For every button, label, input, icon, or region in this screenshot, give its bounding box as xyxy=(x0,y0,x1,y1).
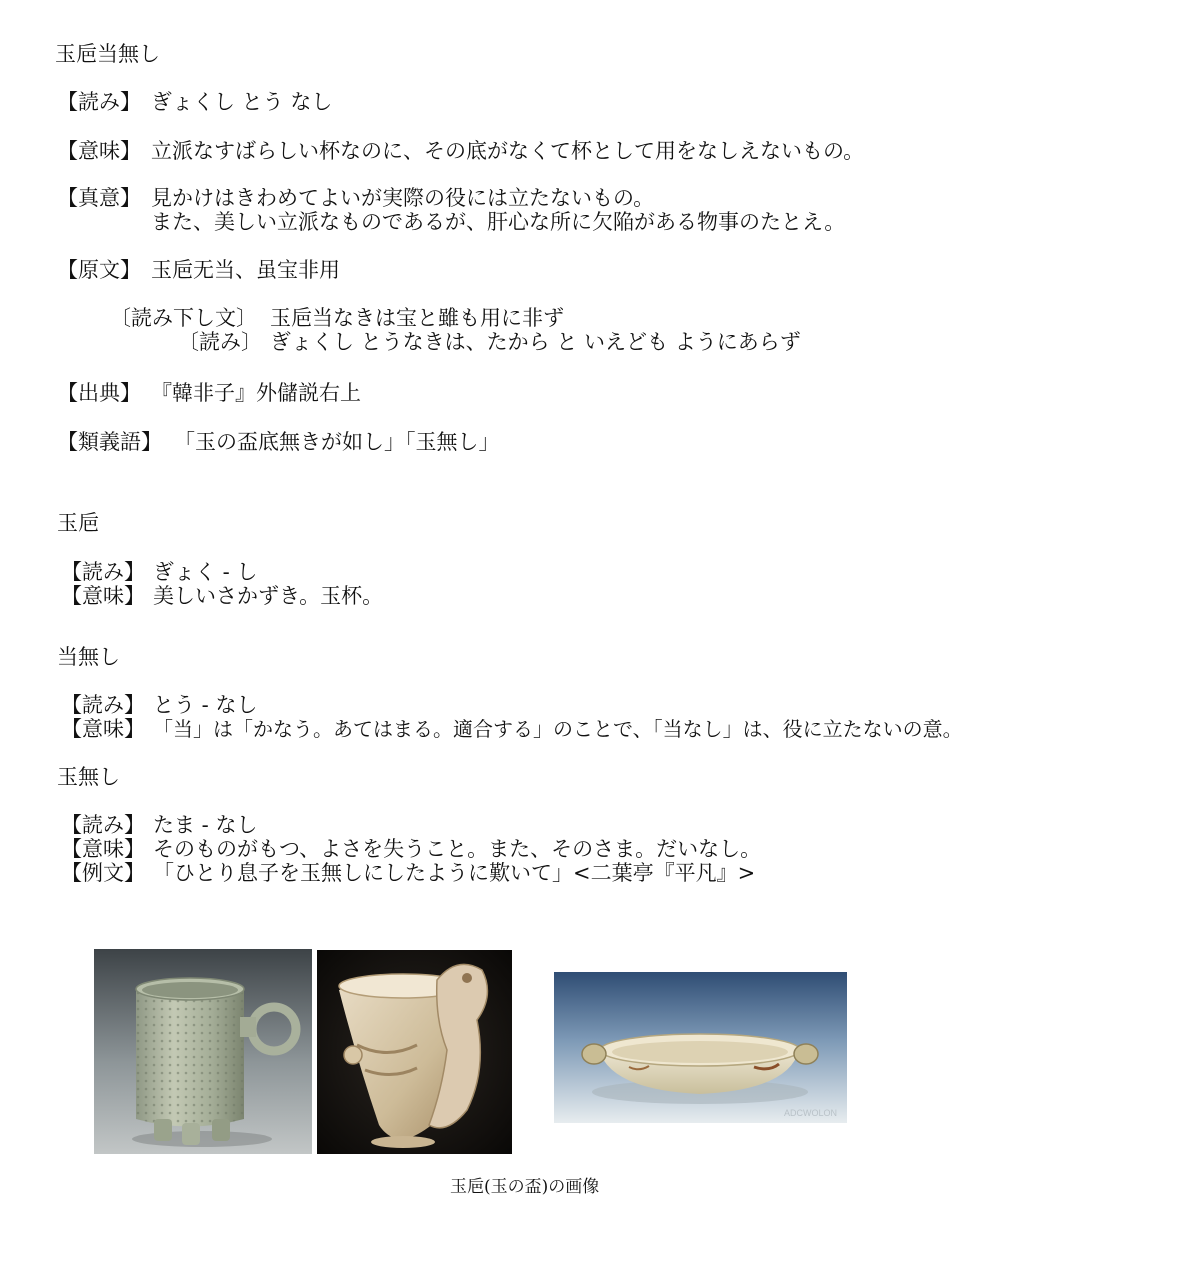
jade-cup-with-handles-photo xyxy=(554,972,847,1123)
image-caption: 玉巵(玉の盃)の画像 xyxy=(450,1177,600,1197)
section-title-tou-nashi: 当無し xyxy=(57,645,120,669)
kudashi-yomi-label: 〔読み〕 xyxy=(178,330,262,354)
ruigigo-text: 「玉の盃底無きが如し」「玉無し」 xyxy=(174,430,500,454)
tama-nashi-imi-label: 【意味】 xyxy=(61,837,145,861)
tou-nashi-imi-text: 「当」は「かなう。あてはまる。適合する」のことで、「当なし」は、役に立たないの意。 xyxy=(153,717,963,741)
shutten-label: 【出典】 xyxy=(57,381,141,405)
tama-nashi-yomi-label: 【読み】 xyxy=(61,813,145,837)
imi-text: 立派なすばらしい杯なのに、その底がなくて杯として用をなしえないもの。 xyxy=(151,139,865,163)
kudashi-text: 玉巵当なきは宝と雖も用に非ず xyxy=(270,306,564,330)
yomi-text: ぎょくし とう なし xyxy=(151,90,333,114)
tama-nashi-yomi-text: たま - なし xyxy=(153,813,258,837)
shini-text-line2: また、美しい立派なものであるが、肝心な所に欠陥がある物事のたとえ。 xyxy=(151,210,846,234)
tou-nashi-imi-label: 【意味】 xyxy=(61,717,145,741)
tama-nashi-reibun-label: 【例文】 xyxy=(61,861,145,885)
gyokushi-yomi-label: 【読み】 xyxy=(61,560,145,584)
tou-nashi-yomi-text: とう - なし xyxy=(153,693,258,717)
section-title-gyokushi: 玉巵 xyxy=(57,511,99,535)
kudashi-yomi-text: ぎょくし とうなきは、たから と いえども ようにあらず xyxy=(270,330,801,354)
tou-nashi-yomi-label: 【読み】 xyxy=(61,693,145,717)
gyokushi-imi-text: 美しいさかずき。玉杯。 xyxy=(153,584,384,608)
yomi-label: 【読み】 xyxy=(57,90,141,114)
kudashi-label: 〔読み下し文〕 xyxy=(110,306,257,330)
section-title-tama-nashi: 玉無し xyxy=(57,765,120,789)
jade-rhyton-cup-photo xyxy=(317,950,512,1154)
gyokushi-imi-label: 【意味】 xyxy=(61,584,145,608)
imi-label: 【意味】 xyxy=(57,139,141,163)
shini-text-line1: 見かけはきわめてよいが実際の役には立たないもの。 xyxy=(151,186,655,210)
ruigigo-label: 【類義語】 xyxy=(57,430,162,454)
tama-nashi-imi-text: そのものがもつ、よさを失うこと。また、そのさま。だいなし。 xyxy=(153,837,762,861)
genbun-label: 【原文】 xyxy=(57,258,141,282)
tama-nashi-reibun-text: 「ひとり息子を玉無しにしたように歎いて」<二葉亭『平凡』> xyxy=(153,861,756,885)
watermark: ADCWOLON xyxy=(784,1108,838,1118)
genbun-text: 玉巵无当、虽宝非用 xyxy=(151,258,340,282)
gyokushi-yomi-text: ぎょく - し xyxy=(153,560,258,584)
section-title-gyokushi-tou-nashi: 玉巵当無し xyxy=(55,42,160,66)
shutten-text: 『韓非子』外儲説右上 xyxy=(151,381,361,405)
jade-cylindrical-cup-photo xyxy=(94,949,312,1154)
shini-label: 【真意】 xyxy=(57,186,141,210)
